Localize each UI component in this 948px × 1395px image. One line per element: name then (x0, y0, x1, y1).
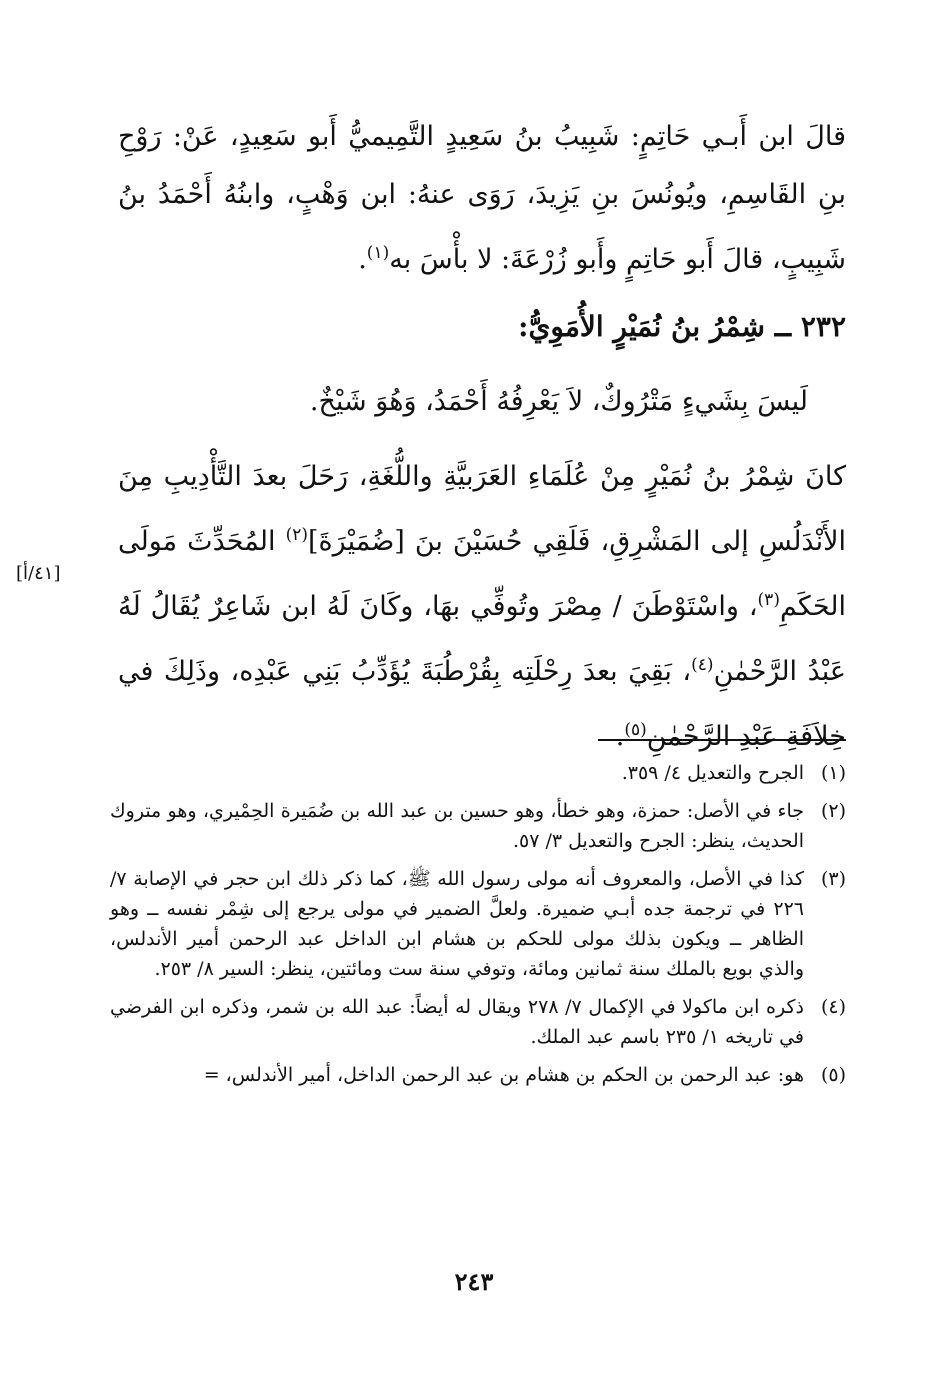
footnote-text: كذا في الأصل، والمعروف أنه مولى رسول الله ﷺ، كما ذكر ذلك ابن حجر في الإصابة ٧/ ٢٢٦ في ترجمة جده أبـي ضميرة. ولعلَّ الضمير في مولى يرجع إلى شِمْر نفسه ــ وهو الظاهر ــ ويكون بذلك مولى للحكم بن هشام ابن الداخل عبد الرحمن أمير الأندلس، والذي بويع بالملك سنة ثمانين ومائة، وتوفي سنة ست ومائتين، ينظر: السير ٨/ ٢٥٣. (110, 868, 804, 980)
page-number: ٢٤٣ (454, 1267, 494, 1296)
footnote-ref-4: (٤) (691, 655, 714, 675)
footnote-text: هو: عبد الرحمن بن الحكم بن هشام بن عبد الرحمن الداخل، أمير الأندلس، = (203, 1064, 804, 1086)
paragraph-end: . (615, 721, 625, 752)
paragraph-text-b: المُحَدِّثَ مَولَى الحَكَمِ (118, 526, 846, 622)
footnote-ref-5: (٥) (624, 720, 647, 740)
footnote-4 (110, 992, 846, 1052)
footnote-1 (110, 758, 846, 788)
footnote-3 (110, 864, 846, 984)
entry-heading: ٢٣٢ ــ شِمْرُ بنُ نُمَيْرٍ الأُمَوِيُّ: (518, 310, 846, 343)
footnote-2 (110, 796, 846, 856)
footnote-divider (598, 739, 846, 741)
footnote-ref-2: (٢) (285, 525, 308, 545)
entry-verdict: لَيسَ بِشَيءٍ مَتْرُوكٌ، لاَ يَعْرِفُهُ أَحْمَدُ، وَهُوَ شَيْخٌ. (309, 386, 808, 417)
footnote-ref-1: (١) (366, 243, 390, 263)
footnote-ref-3: (٣) (757, 590, 780, 610)
footnote-number: (٤) (820, 996, 846, 1018)
paragraph-text-c: ، واسْتَوْطَنَ / مِصْرَ وتُوفِّي بهَا، وكَانَ لَهُ ابن شَاعِرٌ يُقَالُ لَهُ عَبْدُ الرَّحْمٰنِ (118, 591, 846, 687)
paragraph-abu-hatim (118, 108, 846, 289)
footnote-text: الجرح والتعديل ٤/ ٣٥٩. (621, 762, 804, 784)
paragraph-end: . (358, 244, 367, 275)
footnote-text: ذكره ابن ماكولا في الإكمال ٧/ ٢٧٨ ويقال له أيضاً: عبد الله بن شمر، وذكره ابن الفرضي في تاريخه ١/ ٢٣٥ باسم عبد الملك. (110, 996, 804, 1048)
manuscript-folio-marker: [٤١/أ] (16, 563, 61, 584)
footnote-number: (٣) (820, 868, 846, 890)
footnote-number: (٥) (820, 1064, 846, 1086)
paragraph-text-a: كانَ شِمْرُ بنُ نُمَيْرٍ مِنْ عُلَمَاءِ العَرَبيَّةِ واللُّغَةِ، رَحَلَ بعدَ التَّأْدِيبِ مِنَ الأَنْدَلُسِ إلى المَشْرِقِ، فَلَقِي حُسَيْنَ بنَ [ضُمَيْرَةَ] (118, 461, 847, 557)
footnote-text: جاء في الأصل: حمزة، وهو خطأ، وهو حسين بن عبد الله بن ضُمَيرة الحِمْيري، وهو متروك الحديث، ينظر: الجرح والتعديل ٣/ ٥٧. (110, 800, 805, 852)
paragraph-text-d: ، بَقِيَ بعدَ رِحْلَتِه بِقُرْطُبَةَ يُؤَدِّبُ بَنِي عَبْدِه، وذَلِكَ في خِلاَفَةِ عَبْدِ الرَّحْمٰنِ (118, 656, 846, 752)
footnote-5 (110, 1060, 846, 1090)
footnote-number: (٢) (820, 800, 846, 822)
footnote-number: (١) (820, 762, 846, 784)
paragraph-shimr-biography (118, 448, 846, 766)
footnotes-list (110, 758, 846, 1098)
paragraph-text: قالَ ابن أَبـي حَاتِمٍ: شَبِيبُ بنُ سَعِيدٍ التَّمِيميُّ أَبو سَعِيدٍ، عَنْ: رَوْحِ بنِ القَاسِمِ، ويُونُسَ بنِ يَزِيدَ، رَوَى عنهُ: ابن وَهْبٍ، وابنُهُ أَحْمَدُ بنُ شَبِيبٍ، قالَ أَبو حَاتِمٍ وأَبو زُرْعَةَ: لا بأْسَ به (118, 121, 846, 275)
